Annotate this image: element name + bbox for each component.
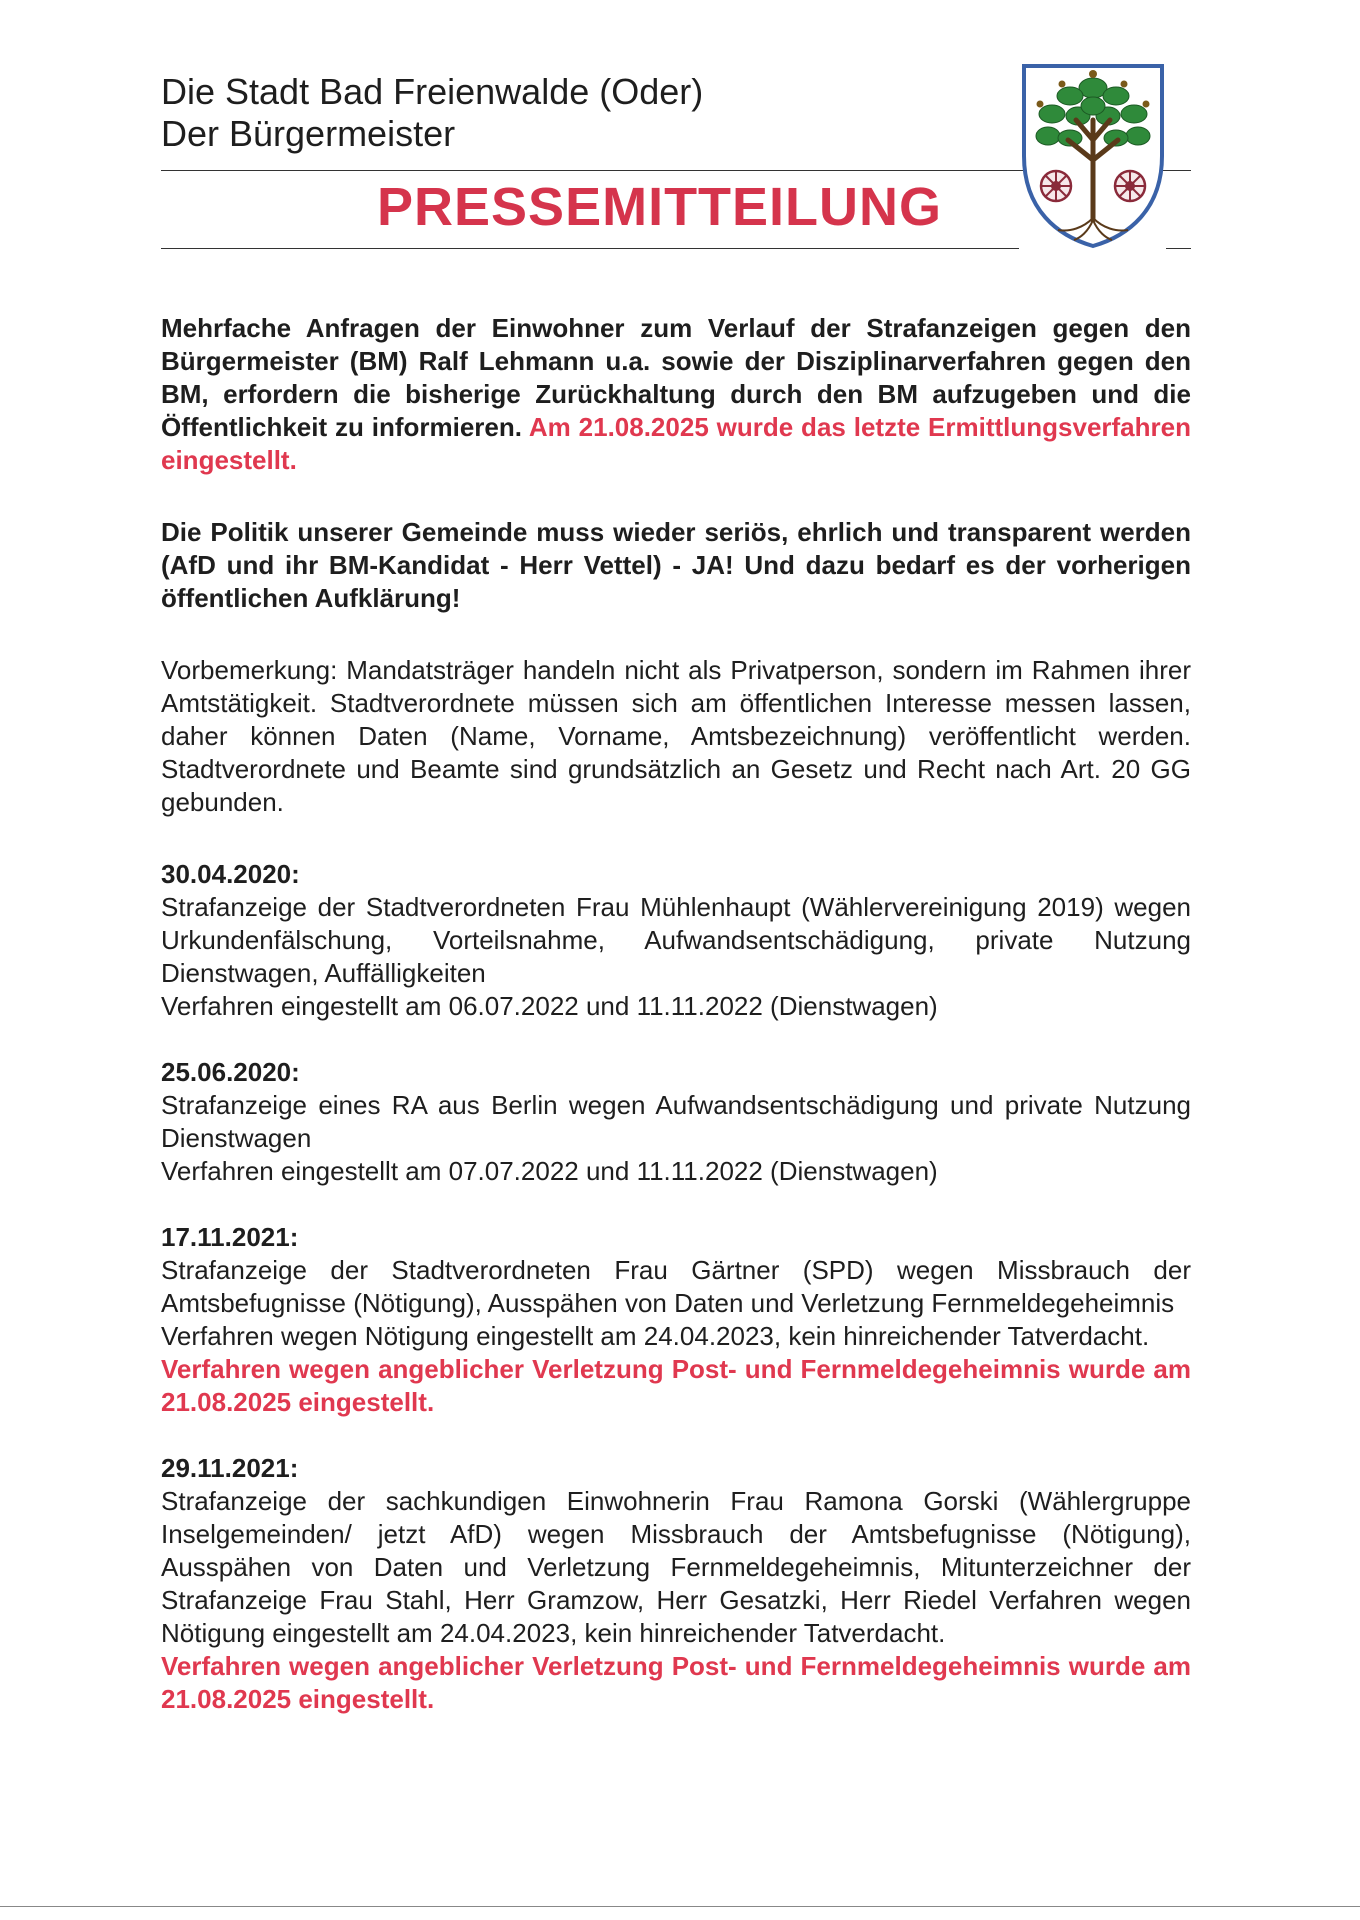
preamble-paragraph: Vorbemerkung: Mandatsträger handeln nicht als Privatperson, sondern im Rahmen ihrer Amtstätigkeit. Stadtverordnete müssen sich am öffentlichen Interesse messen lassen, daher können Daten (Name, Vorname, Amtsbezeichnung) veröffentlicht werden. Stadtverordnete und Beamte sind grundsätzlich an Gesetz und Recht nach Art. 20 GG gebunden. [161,655,1191,817]
header-divider-bottom [161,248,1019,249]
entry-date: 29.11.2021: [161,1453,299,1483]
intro-paragraph [161,312,1191,477]
entry-date: 17.11.2021: [161,1222,299,1252]
intro-text: Mehrfache Anfragen der Einwohner zum Verlauf der Strafanzeigen gegen den Bürgermeister (BM) Ralf Lehmann u.a. sowie der Disziplinarverfahren gegen den BM, erfordern die bisherige Zurückhaltung durch den BM aufzugeben und die Öffentlichkeit zu informieren. [161,313,1191,442]
entry-red-status: Verfahren wegen angeblicher Verletzung Post- und Fernmeldegeheimnis wurde am 21.08.2025 eingestellt. [161,1651,1191,1714]
city-name: Die Stadt Bad Freienwalde (Oder) [161,71,704,112]
entry-date: 25.06.2020: [161,1057,300,1087]
mayor-office: Der Bürgermeister [161,113,456,154]
entry-red-status: Verfahren wegen angeblicher Verletzung Post- und Fernmeldegeheimnis wurde am 21.08.2025 eingestellt. [161,1354,1191,1417]
page-title: PRESSEMITTEILUNG [377,177,943,237]
page-bottom-edge [0,1906,1360,1907]
entry-status: Verfahren wegen Nötigung eingestellt am 24.04.2023, kein hinreichender Tatverdacht. [161,1321,1150,1351]
entry-2021-11-29 [161,1452,1191,1716]
entry-text: Strafanzeige der Stadtverordneten Frau Gärtner (SPD) wegen Missbrauch der Amtsbefugnisse (Nötigung), Ausspähen von Daten und Verletzung Fernmeldegeheimnis [161,1255,1191,1318]
entry-text: Strafanzeige eines RA aus Berlin wegen Aufwandsentschädigung und private Nutzung Dienstwagen [161,1090,1191,1153]
politics-paragraph: Die Politik unserer Gemeinde muss wieder seriös, ehrlich und transparent werden (AfD und ihr BM-Kandidat - Herr Vettel) - JA! Und dazu bedarf es der vorherigen öffentlichen Aufklärung! [161,517,1191,613]
coat-of-arms-oak-tree-icon [1018,60,1168,250]
entry-2021-11-17 [161,1221,1191,1419]
header-divider-bottom-right [1166,248,1191,249]
entry-text: Strafanzeige der sachkundigen Einwohnerin Frau Ramona Gorski (Wählergruppe Inselgemeinden/ jetzt AfD) wegen Missbrauch der Amtsbefugnisse (Nötigung), Ausspähen von Daten und Verletzung Fernmeldegeheimnis, Mitunterzeichner der Strafanzeige Frau Stahl, Herr Gramzow, Herr Gesatzki, Herr Riedel Verfahren wegen Nötigung eingestellt am 24.04.2023, kein hinreichender Tatverdacht. [161,1486,1191,1648]
press-release-body [161,312,1191,1749]
letterhead [161,60,1191,260]
intro-highlight: Am 21.08.2025 wurde das letzte Ermittlungsverfahren eingestellt. [161,412,1191,475]
entry-status: Verfahren eingestellt am 06.07.2022 und 11.11.2022 (Dienstwagen) [161,991,938,1021]
entry-2020-06-25 [161,1056,1191,1188]
entry-text: Strafanzeige der Stadtverordneten Frau Mühlenhaupt (Wählervereinigung 2019) wegen Urkundenfälschung, Vorteilsnahme, Aufwandsentschädigung, private Nutzung Dienstwagen, Auffälligkeiten [161,892,1191,988]
entry-status: Verfahren eingestellt am 07.07.2022 und 11.11.2022 (Dienstwagen) [161,1156,938,1186]
entry-date: 30.04.2020: [161,859,300,889]
entry-2020-04-30 [161,858,1191,1023]
